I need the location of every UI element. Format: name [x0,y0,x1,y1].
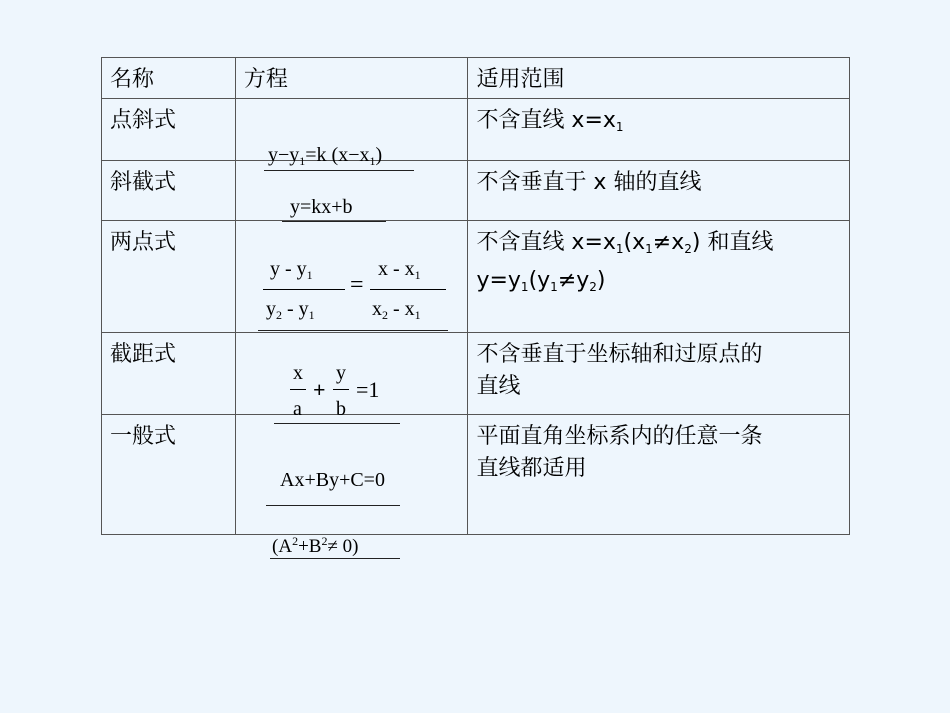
row-name: 一般式 [102,415,236,535]
row-name: 点斜式 [102,99,236,161]
header-equation: 方程 [235,58,468,99]
header-name: 名称 [102,58,236,99]
row-scope [468,99,850,161]
formula-underline [282,221,386,222]
row-scope [468,221,850,333]
general-formula: Ax+By+C=0 [280,469,385,491]
table-row [102,415,850,535]
table-row [102,221,850,333]
scope-line-1: 平面直角坐标系内的任意一条 [476,424,763,449]
intercept-x: x [293,362,303,384]
intercept-y: y [336,362,346,384]
two-point-den-right: $x_2 - x_1$ [372,298,421,322]
two-point-equals: = [350,272,364,298]
formula-underline [274,423,400,424]
fraction-bar [333,389,349,390]
two-point-den-left: $y_2 - y_1$ [266,298,315,322]
scope-line-2: 直线都适用 [476,456,587,481]
fraction-bar [263,289,345,290]
scope-line-2: $y=y_1(y_1\ne y_2)$ [476,268,606,294]
fraction-bar [290,389,306,390]
table-row [102,333,850,415]
scope-line-1: 不含直线 $x=x_1(x_1\ne x_2)$ 和直线 [476,230,774,256]
scope-line-1: 不含垂直于坐标轴和过原点的 [476,342,763,367]
intercept-a: a [293,398,302,420]
header-scope: 适用范围 [468,58,850,99]
scope-text: 不含直线 x=x [476,108,616,133]
line-equations-table [101,57,850,535]
scope-subscript: 1 [615,120,624,134]
fraction-bar [370,289,446,290]
row-name: 两点式 [102,221,236,333]
table-header-row [102,58,850,99]
formula-underline [258,330,448,331]
row-name: 斜截式 [102,161,236,221]
formula-underline [264,170,414,171]
two-point-num-left: y - $y_1$ [270,258,313,282]
intercept-plus: + [313,377,326,402]
formula-underline [270,558,400,559]
table-row [102,99,850,161]
slope-intercept-formula: y=kx+b [290,196,353,218]
point-slope-formula: $y-y_1=k$ $(x-x_1)$ [268,144,383,168]
row-scope [468,415,850,535]
general-condition: $(A^2+B^2\ne 0)$ [272,534,359,557]
row-scope [468,333,850,415]
table-row [102,161,850,221]
formula-underline [266,505,400,506]
row-name: 截距式 [102,333,236,415]
row-scope: 不含垂直于 x 轴的直线 [468,161,850,221]
scope-line-2: 直线 [476,374,521,399]
intercept-eq: =1 [356,377,380,402]
two-point-num-right: x - $x_1$ [378,258,421,282]
intercept-b: b [336,398,346,420]
row-equation-cell [235,333,468,415]
